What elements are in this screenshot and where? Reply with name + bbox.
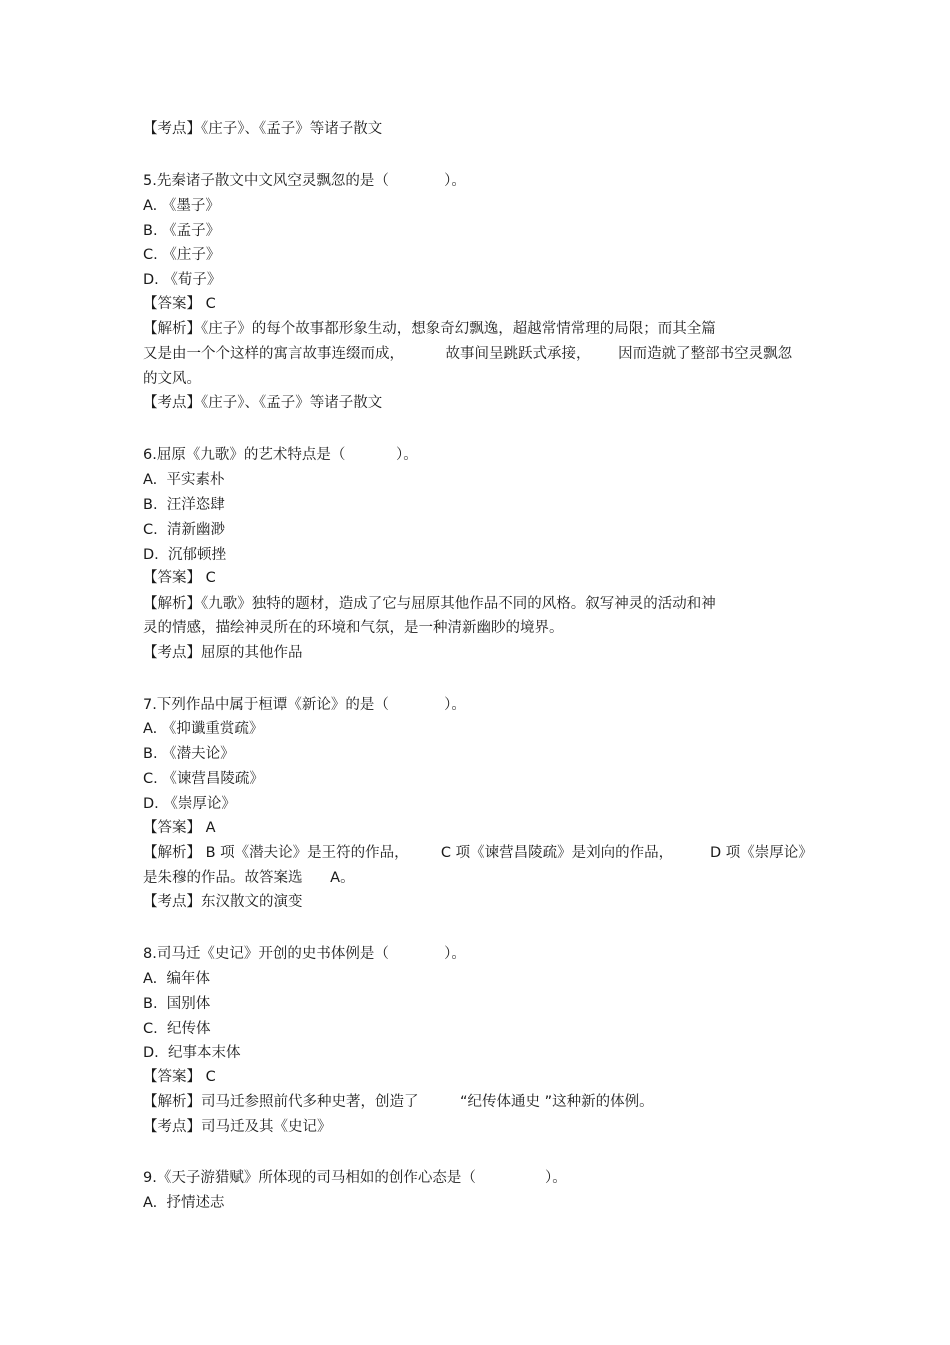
option-b: B. 《孟子》: [143, 223, 221, 239]
option-c: C. 清新幽渺: [143, 522, 225, 538]
topic-line: 【考点】《庄子》、《孟子》等诸子散文: [143, 121, 383, 137]
topic-line: 【考点】司马迁及其《史记》: [143, 1119, 332, 1135]
answer-line: 【答案】 C: [143, 296, 216, 312]
question-6: 6.屈原《九歌》的艺术特点是（ ）。: [143, 447, 418, 463]
explanation-line: 的文风。: [143, 371, 201, 387]
option-d: D. 沉郁顿挫: [143, 547, 226, 563]
topic-line: 【考点】屈原的其他作品: [143, 645, 303, 661]
explanation-line: 【解析】《九歌》独特的题材，造成了它与屈原其他作品不同的风格。叙写神灵的活动和神: [143, 596, 716, 612]
option-a: A. 《抑谶重赏疏》: [143, 721, 264, 737]
option-c: C. 纪传体: [143, 1021, 211, 1037]
question-7: 7.下列作品中属于桓谭《新论》的是（ ）。: [143, 697, 466, 713]
explanation-line: 【解析】《庄子》的每个故事都形象生动，想象奇幻飘逸，超越常情常理的局限；而其全篇: [143, 321, 716, 337]
answer-line: 【答案】 A: [143, 820, 216, 836]
option-d: D. 纪事本末体: [143, 1045, 241, 1061]
option-d: D. 《荀子》: [143, 272, 222, 288]
option-c: C. 《谏营昌陵疏》: [143, 771, 264, 787]
question-5: 5.先秦诸子散文中文风空灵飘忽的是（ ）。: [143, 173, 466, 189]
option-a: A. 《墨子》: [143, 198, 220, 214]
question-8: 8.司马迁《史记》开创的史书体例是（ ）。: [143, 946, 466, 962]
explanation-line: 又是由一个个这样的寓言故事连缀而成， 故事间呈跳跃式承接， 因而造就了整部书空灵飘忽: [143, 346, 793, 362]
option-a: A. 抒情述志: [143, 1195, 225, 1211]
option-a: A. 编年体: [143, 971, 210, 987]
option-b: B. 国别体: [143, 996, 211, 1012]
question-9: 9.《天子游猎赋》所体现的司马相如的创作心态是（ ）。: [143, 1170, 567, 1186]
topic-line: 【考点】东汉散文的演变: [143, 894, 303, 910]
option-b: B. 汪洋恣肆: [143, 497, 225, 513]
option-c: C. 《庄子》: [143, 247, 221, 263]
explanation-line: 【解析】司马迁参照前代多种史著，创造了 “纪传体通史 ”这种新的体例。: [143, 1094, 654, 1110]
explanation-line: 灵的情感，描绘神灵所在的环境和气氛，是一种清新幽眇的境界。: [143, 620, 564, 636]
answer-line: 【答案】 C: [143, 1069, 216, 1085]
option-d: D. 《崇厚论》: [143, 796, 236, 812]
answer-line: 【答案】 C: [143, 570, 216, 586]
option-a: A. 平实素朴: [143, 472, 225, 488]
explanation-line: 是朱穆的作品。故答案选 A。: [143, 870, 355, 886]
explanation-line: 【解析】 B 项《潜夫论》是王符的作品， C 项《谏营昌陵疏》是刘向的作品， D 项《崇厚论》: [143, 845, 813, 861]
option-b: B. 《潜夫论》: [143, 746, 235, 762]
topic-line: 【考点】《庄子》、《孟子》等诸子散文: [143, 395, 383, 411]
